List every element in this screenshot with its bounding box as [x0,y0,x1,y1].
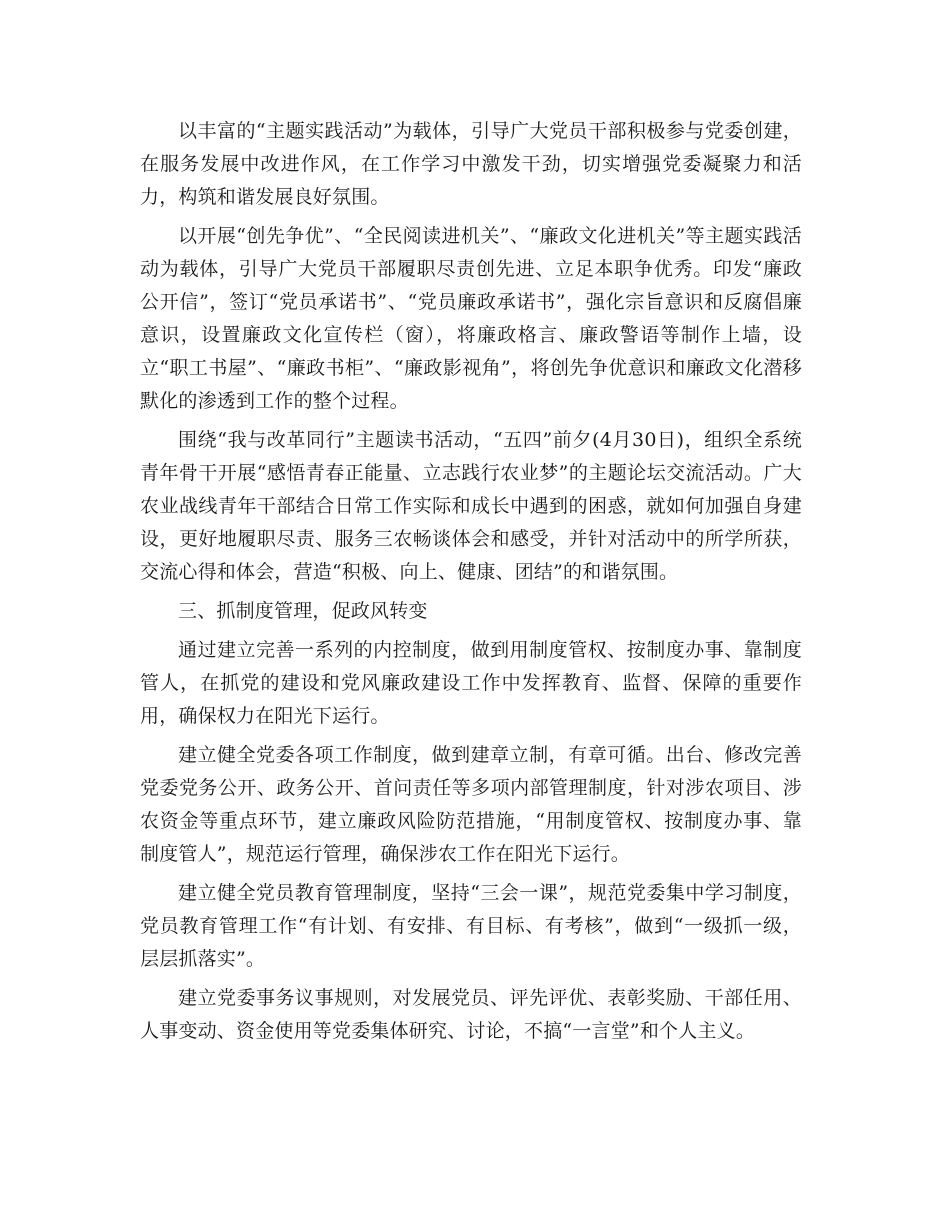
body-paragraph: 建立健全党员教育管理制度，坚持“三会一课”，规范党委集中学习制度，党员教育管理工作“有计划、有安排、有目标、有考核”，做到“一级抓一级，层层抓落实”。 [140,882,802,970]
section-heading: 三、抓制度管理，促政风转变 [178,600,428,622]
body-paragraph: 建立党委事务议事规则，对发展党员、评先评优、表彰奖励、干部任用、人事变动、资金使用等党委集体研究、讨论，不搞“一言堂”和个人主义。 [140,987,802,1042]
body-paragraph: 以丰富的“主题实践活动”为载体，引导广大党员干部积极参与党委创建，在服务发展中改进作风，在工作学习中激发干劲，切实增强党委凝聚力和活力，构筑和谐发展良好氛围。 [140,120,802,208]
body-paragraph: 围绕“我与改革同行”主题读书活动，“五四”前夕(4月30日)，组织全系统青年骨干开展“感悟青春正能量、立志践行农业梦”的主题论坛交流活动。广大农业战线青年干部结合日常工作实际和成长中遇到的困惑，就如何加强自身建设，更好地履职尽责、服务三农畅谈体会和感受，并针对活动中的所学所获，交流心得和体会，营造“积极、向上、健康、团结”的和谐氛围。 [140,429,802,583]
body-paragraph: 以开展“创先争优”、“全民阅读进机关”、“廉政文化进机关”等主题实践活动为载体，引导广大党员干部履职尽责创先进、立足本职争优秀。印发“廉政公开信”，签订“党员承诺书”、“党员廉政承诺书”，强化宗旨意识和反腐倡廉意识，设置廉政文化宣传栏（窗），将廉政格言、廉政警语等制作上墙，设立“职工书屋”、“廉政书柜”、“廉政影视角”，将创先争优意识和廉政文化潜移默化的渗透到工作的整个过程。 [140,225,802,412]
body-paragraph: 建立健全党委各项工作制度，做到建章立制，有章可循。出台、修改完善党委党务公开、政务公开、首问责任等多项内部管理制度，针对涉农项目、涉农资金等重点环节，建立廉政风险防范措施，“用制度管权、按制度办事、靠制度管人”，规范运行管理，确保涉农工作在阳光下运行。 [140,744,802,865]
document-body [140,115,802,1054]
body-paragraph: 通过建立完善一系列的内控制度，做到用制度管权、按制度办事、靠制度管人，在抓党的建设和党风廉政建设工作中发挥教育、监督、保障的重要作用，确保权力在阳光下运行。 [140,639,802,727]
